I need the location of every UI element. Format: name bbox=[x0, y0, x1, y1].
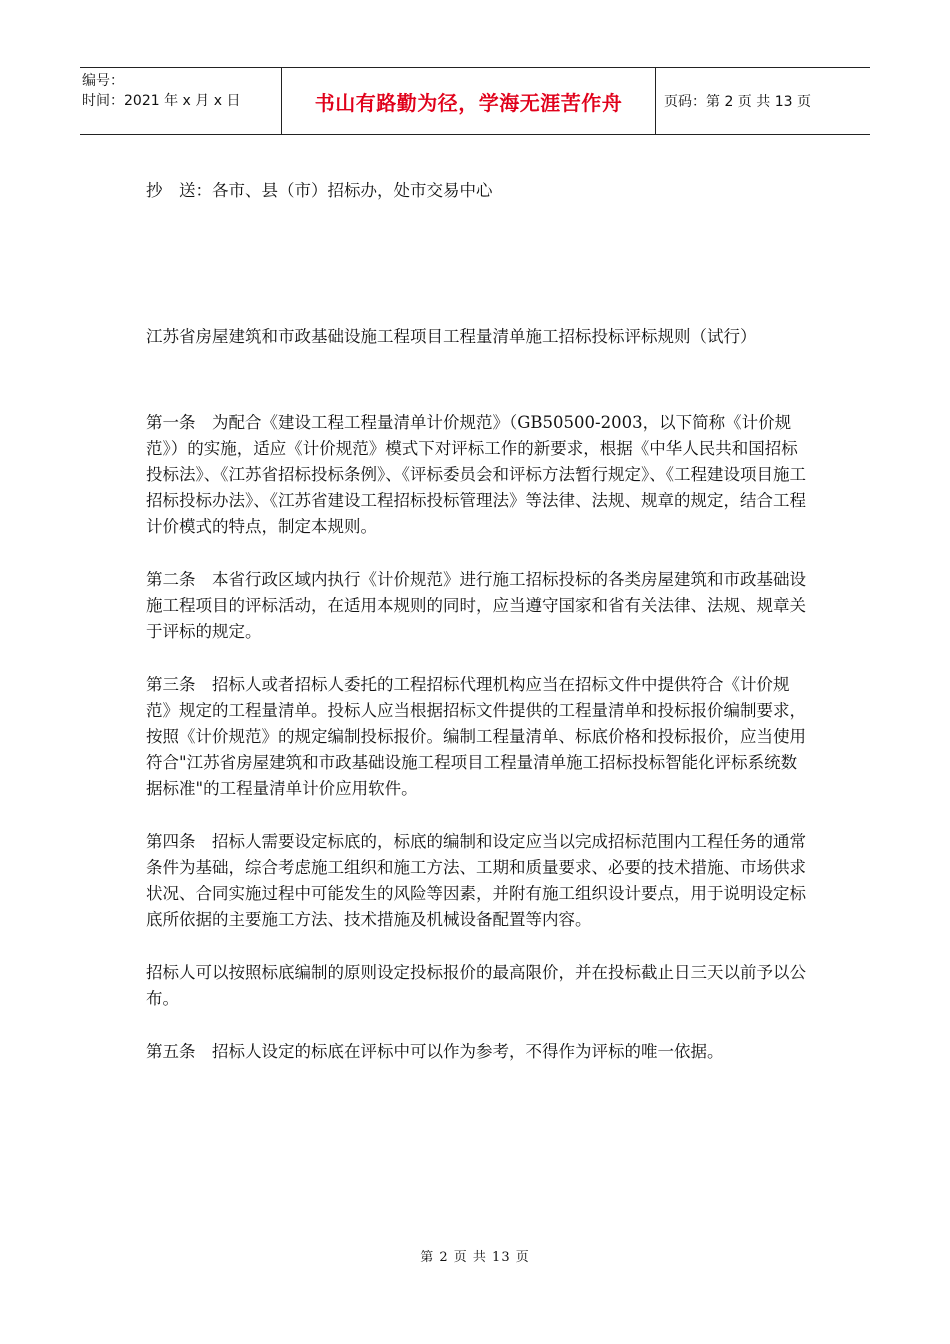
article-3: 第三条 招标人或者招标人委托的工程招标代理机构应当在招标文件中提供符合《计价规范》规定的工程量清单。投标人应当根据招标文件提供的工程量清单和投标报价编制要求，按照《计价规范》的规定编制投标报价。编制工程量清单、标底价格和投标报价，应当使用符合"江苏省房屋建筑和市政基础设施工程项目工程量清单施工招标投标智能化评标系统数据标准"的工程量清单计价应用软件。 bbox=[146, 675, 806, 798]
article-5: 第五条 招标人设定的标底在评标中可以作为参考，不得作为评标的唯一依据。 bbox=[146, 1042, 724, 1061]
number-label: 编号： bbox=[82, 73, 124, 89]
document-title: 江苏省房屋建筑和市政基础设施工程项目工程量清单施工招标投标评标规则（试行） bbox=[146, 327, 757, 346]
article-4-supplement: 招标人可以按照标底编制的原则设定投标报价的最高限价，并在投标截止日三天以前予以公布。 bbox=[146, 963, 806, 1008]
article-4: 第四条 招标人需要设定标底的，标底的编制和设定应当以完成招标范围内工程任务的通常条件为基础，综合考虑施工组织和施工方法、工期和质量要求、必要的技术措施、市场供求状况、合同实施过程中可能发生的风险等因素，并附有施工组织设计要点，用于说明设定标底所依据的主要施工方法、技术措施及机械设备配置等内容。 bbox=[146, 832, 806, 929]
article-1: 第一条 为配合《建设工程工程量清单计价规范》（GB50500-2003，以下简称《计价规范》）的实施，适应《计价规范》模式下对评标工作的新要求，根据《中华人民共和国招标投标法》、《江苏省招标投标条例》、《评标委员会和评标方法暂行规定》、《工程建设项目施工招标投标办法》、《江苏省建设工程招标投标管理法》等法律、法规、规章的规定，结合工程计价模式的特点，制定本规则。 bbox=[146, 413, 806, 536]
time-label: 时间：2021 年 x 月 x 日 bbox=[82, 93, 241, 109]
header-page-info: 页码：第 2 页 共 13 页 bbox=[664, 94, 811, 110]
cc-line: 抄 送：各市、县（市）招标办，处市交易中心 bbox=[146, 181, 493, 200]
header-motto: 书山有路勤为径，学海无涯苦作舟 bbox=[282, 68, 656, 134]
document-body bbox=[146, 178, 806, 1065]
header-meta bbox=[80, 68, 282, 134]
article-2: 第二条 本省行政区域内执行《计价规范》进行施工招标投标的各类房屋建筑和市政基础设施工程项目的评标活动，在适用本规则的同时，应当遵守国家和省有关法律、法规、规章关于评标的规定。 bbox=[146, 570, 806, 641]
page-header bbox=[80, 67, 870, 135]
page-footer: 第 2 页 共 13 页 bbox=[420, 1250, 530, 1265]
